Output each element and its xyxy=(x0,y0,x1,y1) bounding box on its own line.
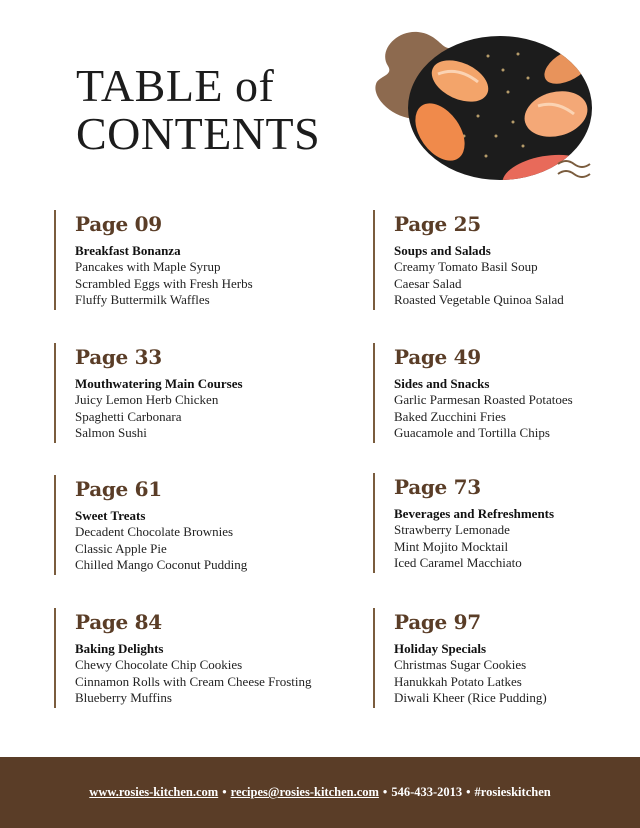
list-item: Diwali Kheer (Rice Pudding) xyxy=(394,690,547,705)
section-title: Baking Delights xyxy=(75,641,164,656)
entry-page-33 xyxy=(54,343,294,443)
section-title: Sweet Treats xyxy=(75,508,146,523)
entry-page-84 xyxy=(54,608,312,708)
list-item: Blueberry Muffins xyxy=(75,690,172,705)
list-item: Scrambled Eggs with Fresh Herbs xyxy=(75,275,253,291)
entry-page-61 xyxy=(54,475,294,575)
entry-page-49 xyxy=(373,343,613,443)
page-number: Page 09 xyxy=(75,212,162,236)
list-item: Cinnamon Rolls with Cream Cheese Frosting xyxy=(75,673,312,689)
section-title: Beverages and Refreshments xyxy=(394,506,555,521)
list-item: Guacamole and Tortilla Chips xyxy=(394,425,550,440)
separator: • xyxy=(222,785,227,799)
separator: • xyxy=(466,785,471,799)
page-number: Page 61 xyxy=(75,477,162,501)
list-item: Spaghetti Carbonara xyxy=(75,408,182,424)
list-item: Hanukkah Potato Latkes xyxy=(394,673,522,689)
list-item: Creamy Tomato Basil Soup xyxy=(394,259,538,274)
sushi-photo xyxy=(368,26,600,192)
footer-bar xyxy=(0,757,640,828)
list-item: Decadent Chocolate Brownies xyxy=(75,524,234,539)
entry-page-97 xyxy=(373,608,613,708)
list-item: Garlic Parmesan Roasted Potatoes xyxy=(394,392,573,407)
page-number: Page 84 xyxy=(75,610,162,634)
list-item: Mint Mojito Mocktail xyxy=(394,538,509,554)
list-item: Roasted Vegetable Quinoa Salad xyxy=(394,292,564,307)
page-title xyxy=(76,62,320,158)
list-item: Fluffy Buttermilk Waffles xyxy=(75,292,210,307)
section-title: Soups and Salads xyxy=(394,243,491,258)
title-line-2: CONTENTS xyxy=(76,108,321,159)
page-number: Page 49 xyxy=(394,345,481,369)
section-title: Sides and Snacks xyxy=(394,376,490,391)
list-item: Classic Apple Pie xyxy=(75,540,167,556)
list-item: Chilled Mango Coconut Pudding xyxy=(75,557,248,572)
page-number: Page 97 xyxy=(394,610,481,634)
entry-page-73 xyxy=(373,473,613,573)
entry-page-09 xyxy=(54,210,294,310)
email-link[interactable]: recipes@rosies-kitchen.com xyxy=(230,785,379,799)
website-link[interactable]: www.rosies-kitchen.com xyxy=(89,785,219,799)
list-item: Juicy Lemon Herb Chicken xyxy=(75,392,219,407)
phone-number: 546-433-2013 xyxy=(391,785,463,799)
list-item: Chewy Chocolate Chip Cookies xyxy=(75,657,243,672)
section-title: Breakfast Bonanza xyxy=(75,243,181,258)
list-item: Pancakes with Maple Syrup xyxy=(75,259,221,274)
list-item: Salmon Sushi xyxy=(75,425,147,440)
list-item: Christmas Sugar Cookies xyxy=(394,657,527,672)
entry-page-25 xyxy=(373,210,613,310)
section-title: Holiday Specials xyxy=(394,641,487,656)
page-number: Page 25 xyxy=(394,212,481,236)
section-title: Mouthwatering Main Courses xyxy=(75,376,243,391)
list-item: Baked Zucchini Fries xyxy=(394,408,506,424)
separator: • xyxy=(382,785,388,799)
title-line-1: TABLE of xyxy=(76,60,275,111)
list-item: Iced Caramel Macchiato xyxy=(394,555,522,570)
hashtag: #rosieskitchen xyxy=(474,785,551,799)
page-number: Page 33 xyxy=(75,345,162,369)
list-item: Strawberry Lemonade xyxy=(394,522,510,537)
page-number: Page 73 xyxy=(394,475,481,499)
list-item: Caesar Salad xyxy=(394,275,462,291)
